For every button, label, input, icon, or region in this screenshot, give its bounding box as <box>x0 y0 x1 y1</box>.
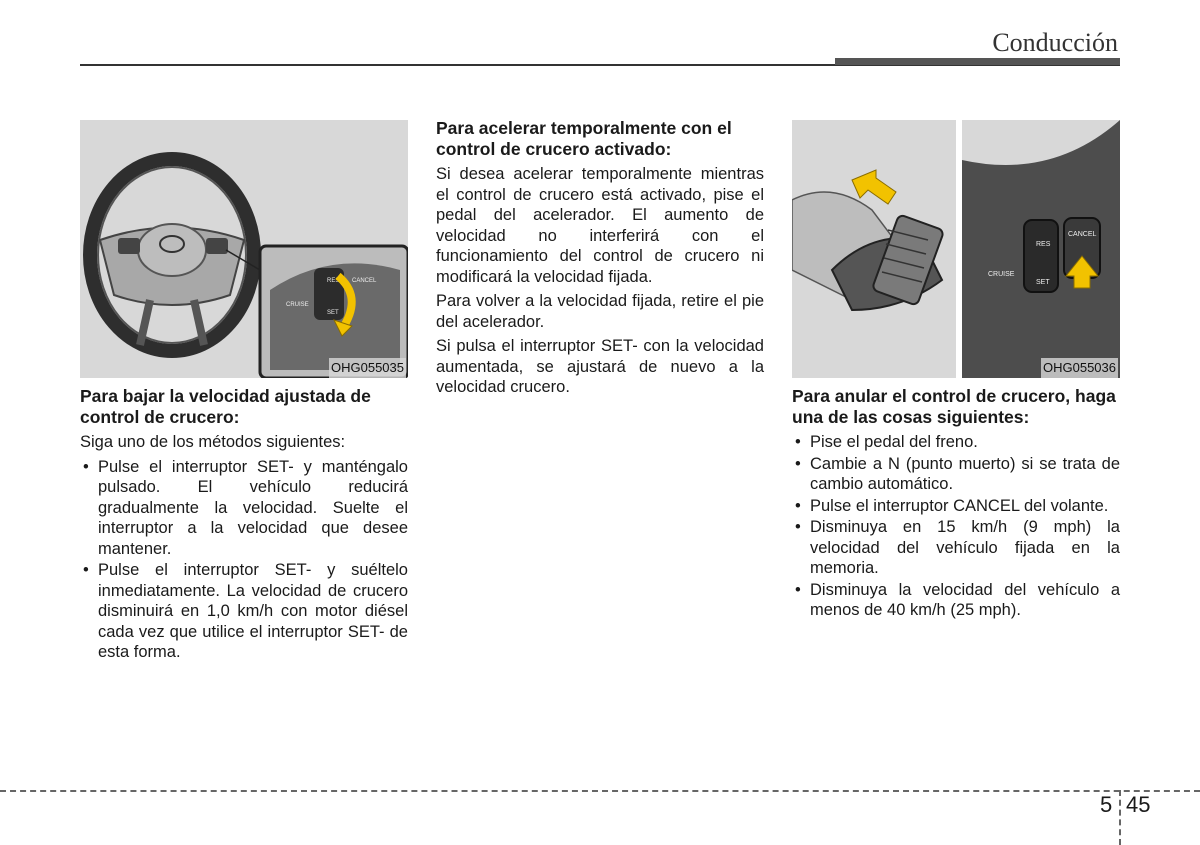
list-item: • Pulse el interruptor SET- y suéltelo inmediatamente. La velocidad de crucero disminuirá en 1,0 km/h con motor diésel cada vez que utilice el interruptor SET- de esta forma. <box>80 560 408 663</box>
set-label: SET <box>1036 279 1050 286</box>
cancel-method-list <box>792 432 1120 621</box>
cruise-label: CRUISE <box>988 271 1015 278</box>
paragraph: Si pulsa el interruptor SET- con la velocidad aumentada, se ajustará de nuevo a la velocidad crucero. <box>436 337 764 396</box>
inset-set-label: SET <box>327 310 339 316</box>
inset-cruise-label: CRUISE <box>286 302 309 308</box>
paragraph: Si desea acelerar temporalmente mientras el control de crucero está activado, pise el pedal del acelerador. El aumento de velocidad no interferirá con el funcionamiento del control de crucero ni modificará la velocidad fijada. <box>436 165 764 286</box>
paragraph: Para volver a la velocidad fijada, retire el pie del acelerador. <box>436 292 764 331</box>
inset-res-label: RES <box>327 278 340 284</box>
middle-column <box>436 118 764 398</box>
right-column <box>792 120 1120 622</box>
brake-pedal-and-cancel-switch-illustration <box>792 120 1120 378</box>
section-heading: Para anular el control de crucero, haga una de las cosas siguientes: <box>792 386 1116 427</box>
pedal-and-switch-figure <box>792 120 1120 378</box>
method-list <box>80 457 408 663</box>
list-item: • Pise el pedal del freno. <box>792 432 1120 453</box>
left-column <box>80 120 408 664</box>
footer-vertical-divider <box>1119 790 1121 845</box>
intro-text: Siga uno de los métodos siguientes: <box>80 433 346 451</box>
page-number: 45 <box>1126 792 1151 817</box>
figure-caption: OHG055036 <box>1041 358 1118 379</box>
steering-wheel-illustration <box>80 120 408 378</box>
list-item: • Disminuya en 15 km/h (9 mph) la velocidad del vehículo fijada en la memoria. <box>792 517 1120 579</box>
steering-wheel-figure <box>80 120 408 378</box>
header-accent-bar <box>835 58 1120 65</box>
list-item: • Pulse el interruptor CANCEL del volante. <box>792 496 1120 517</box>
page-header-title: Conducción <box>992 28 1118 57</box>
figure-caption: OHG055035 <box>329 358 406 379</box>
inset-cancel-label: CANCEL <box>352 278 377 284</box>
list-item: • Pulse el interruptor SET- y manténgalo pulsado. El vehículo reducirá gradualmente la velocidad. Suelte el interruptor a la velocidad que desee mantener. <box>80 457 408 560</box>
res-label: RES <box>1036 241 1051 248</box>
section-heading: Para bajar la velocidad ajustada de control de crucero: <box>80 386 371 427</box>
list-item: • Disminuya la velocidad del vehículo a menos de 40 km/h (25 mph). <box>792 580 1120 621</box>
section-heading: Para acelerar temporalmente con el control de crucero activado: <box>436 118 732 159</box>
chapter-number: 5 <box>1100 792 1113 817</box>
list-item: • Cambie a N (punto muerto) si se trata de cambio automático. <box>792 454 1120 495</box>
footer-dotted-rule <box>0 790 1200 792</box>
cancel-label: CANCEL <box>1068 231 1097 238</box>
